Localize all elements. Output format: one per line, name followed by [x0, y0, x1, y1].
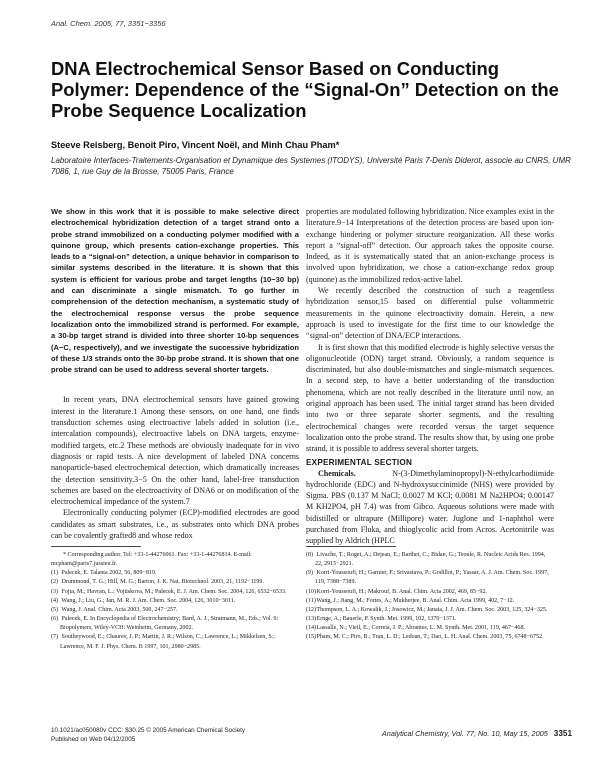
page-number: 3351: [553, 729, 572, 738]
reference-number: (10): [306, 588, 317, 595]
intro-paragraph: In recent years, DNA electrochemical sensors have gained growing interest in the literature.1 Among these sensors, on one hand, one finds transduction schemes using electroactive labels added in solution (i.e., intercalation compounds), electroactive labels on DNA targets, enzyme-modified targets, etc.2 These methods are obviously inadequate for in vivo diagnosis or rapid tests. A nice development of labeled DNA concerns nanoparticle-based electrochemical detection, which dramatically increases the detection sensitivity.3−5 On the other hand, label-free transduction schemes are based on the electroactivity of DNA6 or on modification of the electrochemical impedance of the system.7: [51, 395, 299, 507]
journal-issue-line: Analytical Chemistry, Vol. 77, No. 10, May 15, 2005: [381, 729, 548, 738]
reference-item: [306, 633, 554, 642]
reference-number: (11): [306, 597, 316, 604]
reference-text: Southeywood, E.; Chaurev, J. P.; Martin, J. R.; Wilson, C.; Lawrence, L.; Mikkelsen, S.; Lawrence, M. F. J. Phys. Chem. B 1997, 101, 2980−2985.: [60, 634, 275, 650]
footnote-divider-left: [51, 546, 141, 547]
reference-item: [51, 606, 299, 615]
experimental-paragraph: [306, 468, 554, 547]
footer-left: [51, 727, 245, 744]
reference-item: [306, 606, 554, 615]
reference-number: (3): [51, 588, 59, 595]
reference-list-right: [306, 551, 554, 643]
intro-paragraph: Electronically conducting polymer (ECP)-modified electrodes are good candidates as smart substrates, i.e., as substrates onto which DNA probes can be covalently grafted8 and whose redox: [51, 508, 299, 541]
abstract: We show in this work that it is possible to make selective direct electrochemical hybridization detection of a target strand onto a probe strand immobilized on a conducting polymer modified with a quinone group, which presents cation-exchange properties. This leads to a “signal-on” detection, a unique behavior in comparison to similar systems described in the literature. It is shown that this system is efficient for various probe and target lengths (10−30 bp) and can discriminate a single mismatch. To go further in comprehension of the detection mechanism, a systematic study of the electrochemical response versus the probe sequence localization onto the immobilized strand is performed. For example, a 30-bp target strand is divided into three shorter 10-bp sequences (A−C, respectively), and we investigate the successive hybridization of these 1/3 strands onto the 30-bp probe strand. It is shown that one probe strand can be used to address several shorter targets.: [51, 207, 299, 375]
reference-item: [51, 588, 299, 597]
reference-list-left: [51, 569, 299, 651]
reference-item: [306, 588, 554, 597]
reference-text: Ernge, A.; Bauerle, P. Synth. Met. 1999, 102, 1370−1371.: [316, 616, 457, 623]
body-paragraph: It is first shown that this modified electrode is highly selective versus the oligonucleotide (ODN) target strand. Obviously, a random sequence is discriminated, but also double-mismatches and single-mismatch sequences. In a second step, to have a better understanding of the transduction phenomena, which are not really described in the literature until now, an original approach has been used. The initial target strand has been divided into two or three separate shorter segments, and the resulting electrochemical changes were recorded versus the target sequence localization onto the probe strand. The results show that, by using one probe strand, it is possible to address several shorter targets.: [306, 342, 554, 454]
reference-text: Palecek, E. In Encyclopedia of Electrochemistry; Bard, A. J., Stratmann, M., Eds.; Vol. 9: Biopolymers, Wiley-VCH: Weinheim, Germany, 2002.: [60, 616, 279, 632]
reference-item: [306, 551, 554, 569]
journal-year: 2005,: [94, 19, 114, 28]
reference-item: [306, 615, 554, 624]
reference-number: (6): [51, 616, 59, 623]
reference-number: (7): [51, 634, 59, 641]
references-left: [51, 551, 299, 652]
reference-number: (4): [51, 597, 59, 604]
reference-number: (2): [51, 579, 59, 586]
reference-text: Wang, J. Anal. Chim. Acta 2003, 500, 247−257.: [61, 606, 178, 613]
right-column: [306, 206, 554, 547]
reference-item: [306, 597, 554, 606]
reference-text: Wang, J.; Liu, G.; Jan, M. R. J. Am. Chem. Soc. 2004, 126, 3010−3011.: [61, 597, 236, 604]
reference-item: [306, 569, 554, 587]
reference-number: (9): [306, 570, 314, 577]
journal-name: Anal. Chem.: [51, 19, 93, 28]
reference-number: (15): [306, 634, 317, 641]
reference-number: (13): [306, 616, 317, 623]
body-paragraph: We recently described the construction of such a reagentless hybridization sensor,15 based on differential pulse voltammetric measurements in the quinone electroactivity domain. Herein, a new approach is used to investigate for the first time to our knowledge the “signal-on” detection of DNA/ECP interactions.: [306, 286, 554, 341]
section-heading-experimental: EXPERIMENTAL SECTION: [306, 457, 413, 467]
reference-number: (8): [306, 552, 314, 558]
reference-text: Korri-Youssoufi, H.; Garnier, F.; Srivastava, P.; Godillot, P.; Yassar, A. J. Am. Chem. Soc. 1997, 119, 7388−7389.: [315, 570, 549, 586]
reference-text: Pham, M. C.; Piro, B.; Tran, L. D.; Ledoan, T.; Dao, L. H. Anal. Chem. 2003, 75, 6748−6752.: [316, 634, 544, 641]
corresponding-author-note: * Corresponding author. Tel: +33-1-44276061. Fax: +33-1-44276814. E-mail: mcpham@paris7.jussieu.fr.: [51, 552, 252, 568]
journal-reference: [51, 19, 166, 28]
reference-item: [51, 597, 299, 606]
reference-number: (14): [306, 625, 317, 632]
reference-number: (1): [51, 570, 59, 577]
references-right: [306, 551, 554, 643]
reference-text: Lassalle, N.; Vieil, E.; Correia, J. P.; Abrantes, L. M. Synth. Met. 2001, 119, 467−468.: [316, 625, 525, 632]
body-paragraph: properties are modulated following hybridization. Nice examples exist in the literature.9−14 Interpretations of the detection process are based upon ion-exchange hindering or polymer structure reorganization. All these works report a “signal-off” detection. Our approach takes the opposite course. Indeed, as it is systematically stated that an anion-exchange process is involved upon hybridization, we chose a cation-exchange redox group (quinone) as the immobilized redox-active label.: [306, 207, 554, 284]
reference-text: Drummond, T. G.; Hill, M. G.; Barton, J. K. Nat. Biotechnol. 2003, 21, 1192−1199.: [61, 579, 264, 586]
reference-item: [51, 615, 299, 633]
footer-right: [382, 729, 572, 738]
reference-text: Wang, J.; Jiang, M.; Fortes, A.; Mukherjee, B. Anal. Chim. Acta 1999, 402, 7−12.: [316, 597, 515, 604]
reference-item: [306, 624, 554, 633]
reference-item: [51, 578, 299, 587]
left-column: [51, 206, 299, 541]
chemicals-lead: Chemicals.: [318, 468, 356, 478]
reference-text: Thompson, L. A.; Kowalik, J.; Josowicz, M.; Janata, J. J. Am. Chem. Soc. 2003, 125, 324−325.: [316, 606, 548, 613]
affiliation: Laboratoire Interfaces-Traitements-Organisation et Dynamique des Systemes (ITODYS), Université Paris 7-Denis Diderot, associe au CNRS, UMR 7086, 1, rue Guy de la Brosse, 75005 Paris, France: [51, 156, 571, 176]
journal-volume: 77,: [115, 19, 126, 28]
reference-text: Korri-Youssoufi, H.; Makrouf, B. Anal. Chim. Acta 2002, 469, 85−92.: [316, 588, 487, 595]
reference-text: Livache, T.; Roget, A.; Dejean, E.; Barthet, C.; Bidan, G.; Teoule, R. Nucleic Acids Res. 1994, 22, 2915−2921.: [315, 552, 546, 568]
reference-text: Fojta, M.; Havran, L.; Vojtiskova, M.; Palecek, E. J. Am. Chem. Soc. 2004, 126, 6532−6533.: [61, 588, 287, 595]
reference-number: (12): [306, 606, 317, 613]
journal-pages: 3351−3356: [127, 19, 166, 28]
author-list: Steeve Reisberg, Benoît Piro, Vincent Noël, and Minh Chau Pham*: [51, 140, 340, 150]
doi-line: 10.1021/ac050080v CCC: $30.25 © 2005 American Chemical Society: [51, 727, 246, 734]
reference-item: [51, 633, 299, 651]
reference-number: (5): [51, 606, 59, 613]
footnote-divider-right: [306, 546, 396, 547]
article-title: DNA Electrochemical Sensor Based on Conducting Polymer: Dependence of the “Signal-On” Detection on the Probe Sequence Localization: [51, 58, 559, 121]
reference-item: [51, 569, 299, 578]
reference-text: Palecek, E. Talanta 2002, 56, 809−819.: [61, 570, 157, 577]
published-line: Published on Web 04/12/2005: [51, 735, 136, 743]
chemicals-text: N-(3-Dimethylaminopropyl)-N-ethylcarbodiimide hydrochloride (EDC) and N-hydroxysuccinimide (NHS) were provided by Sigma. PBS (0.137 M NaCl; 0.0027 M KCl; 0.0081 M Na2HPO4; 0.00147 M KH2PO4, pH 7.4) was from Gibco. Aqueous solutions were made with bidistilled or ultrapure (Millipore) water. Juglone and 1-naphthol were purchased from Fluka, and thioglycolic acid from Acros. Acetonitrile was supplied by Aldrich (HPLC: [306, 468, 554, 546]
